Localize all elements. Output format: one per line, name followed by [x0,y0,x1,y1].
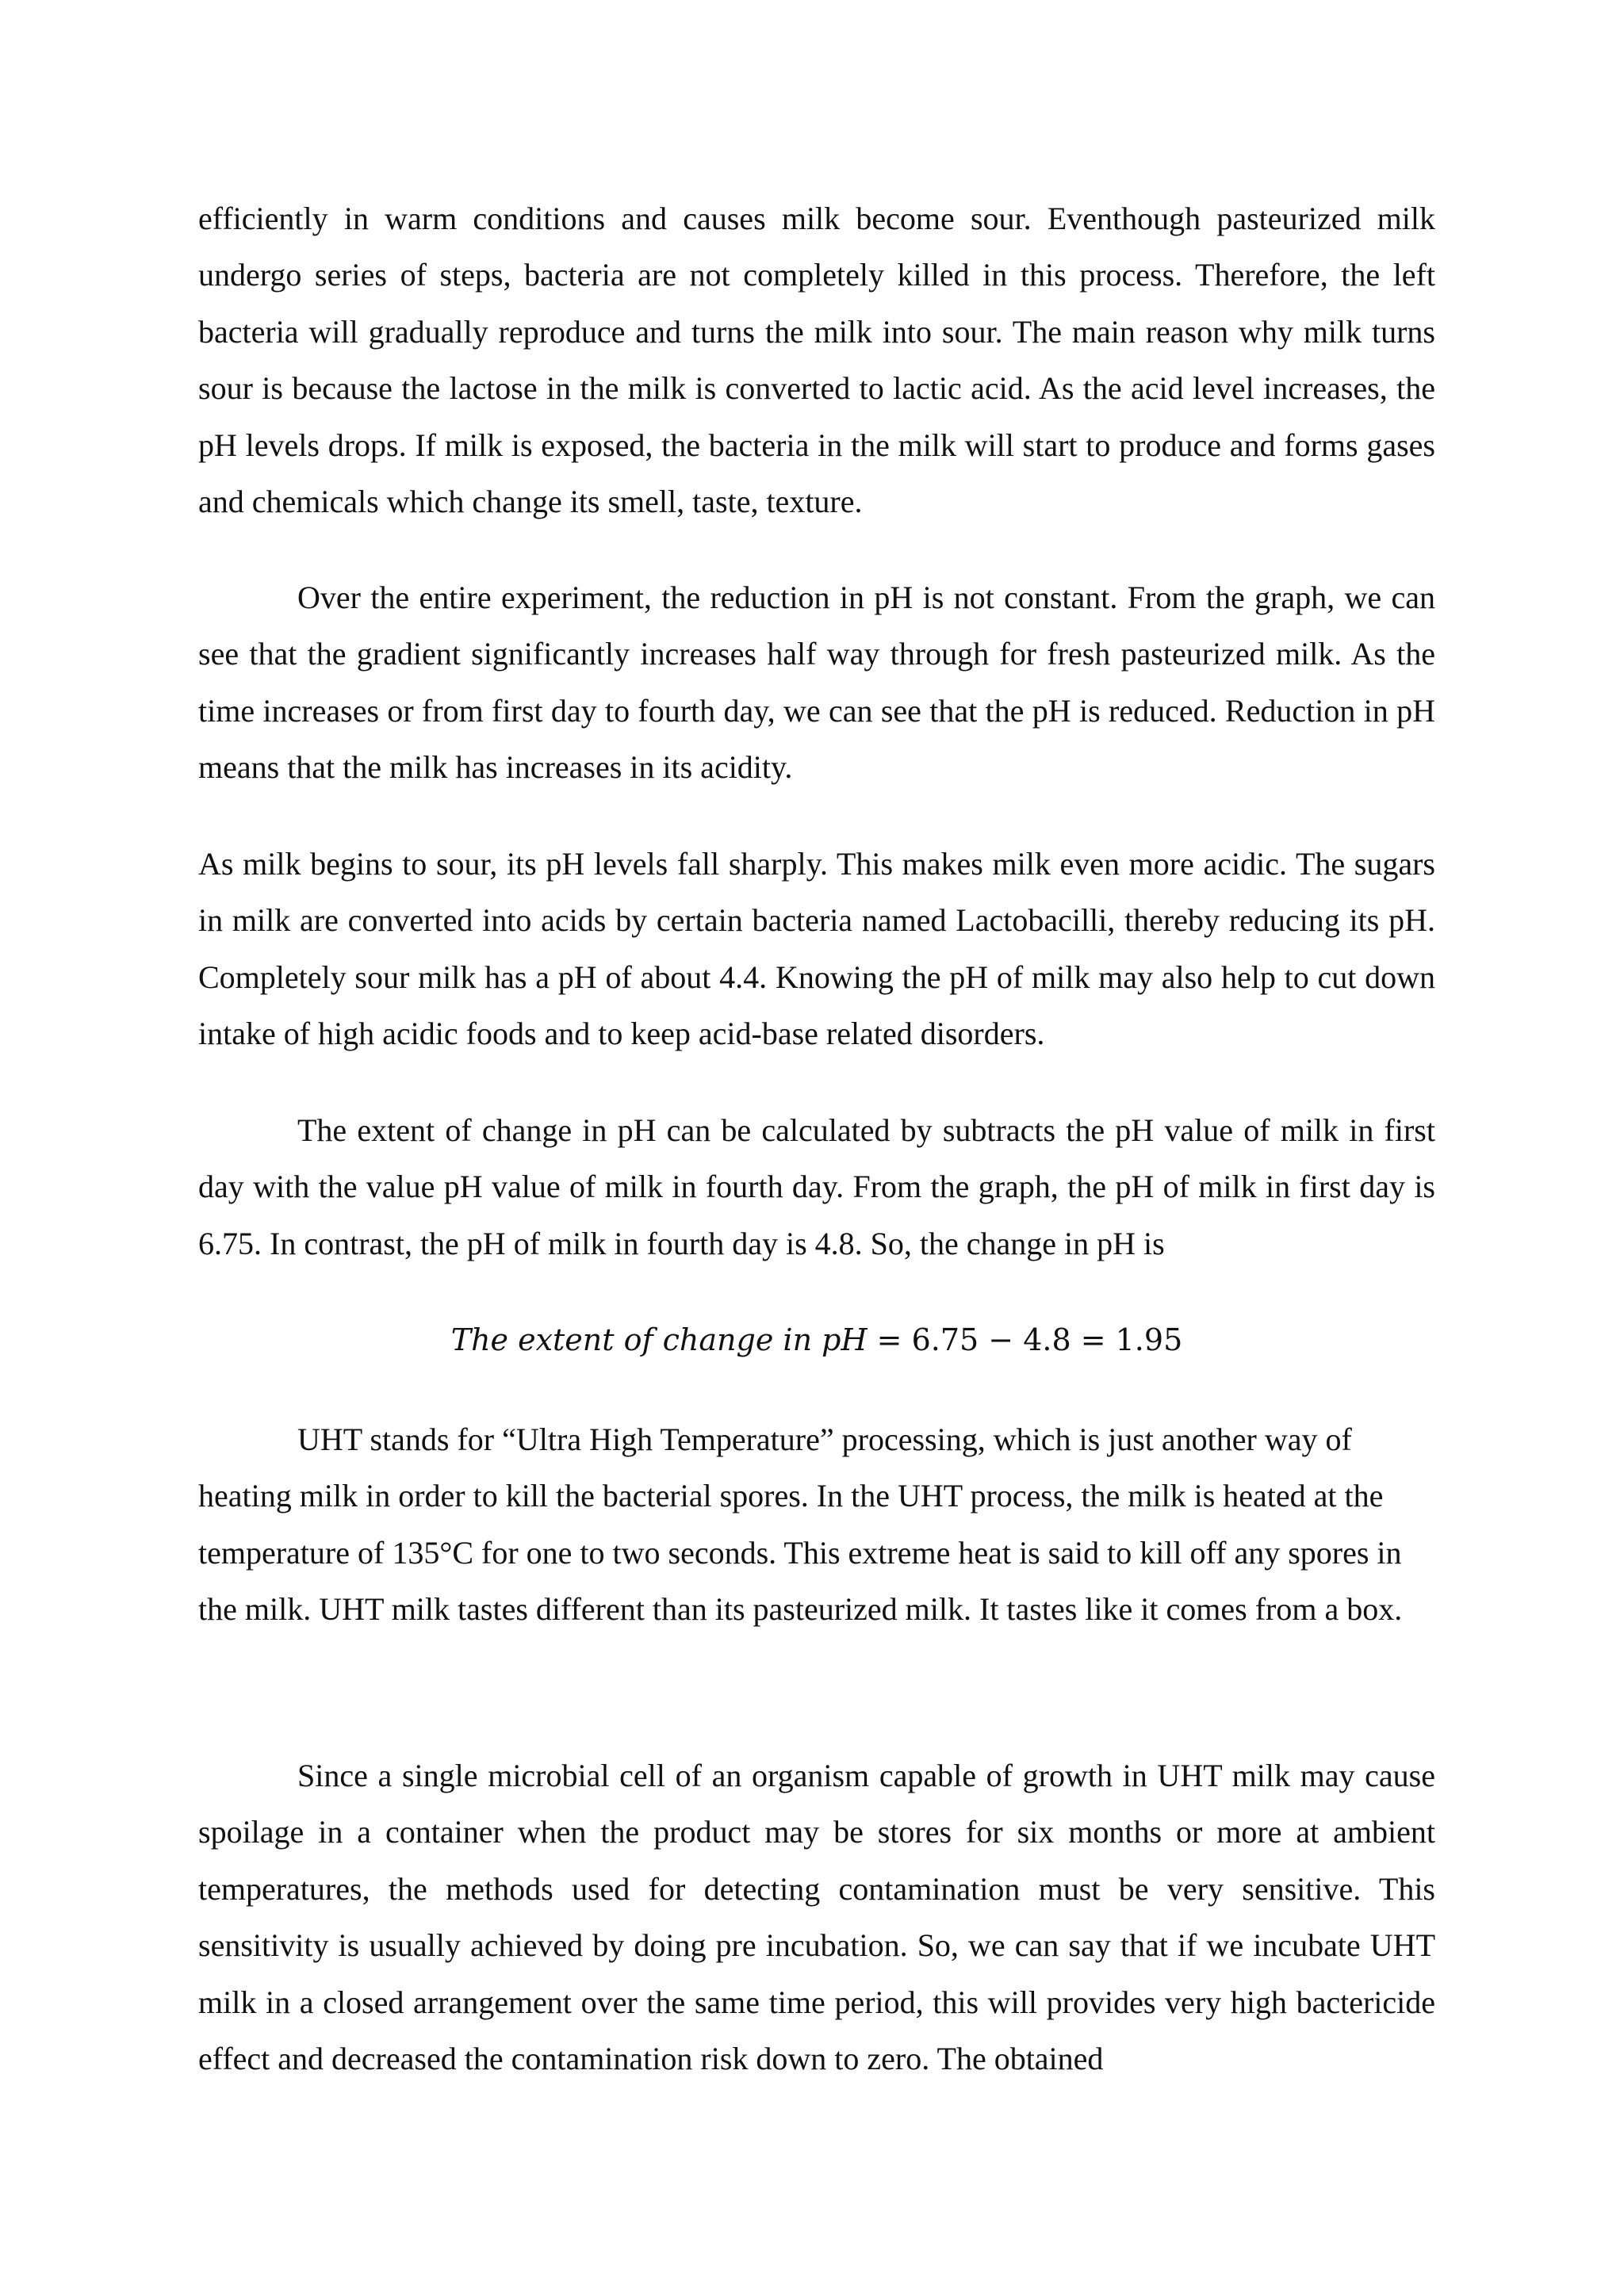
paragraph-ph-reduction [198,569,1435,796]
equation-lhs: The extent of change in pH [450,1322,868,1357]
paragraph-text: Since a single microbial cell of an organism capable of growth in UHT milk may cause spoilage in a container when the product may be stores for six months or more at ambient temperatures, the methods used for detecting contamination must be very sensitive. This sensitivity is usually achieved by doing pre incubation. So, we can say that if we incubate UHT milk in a closed arrangement over the same time period, this will provides very high bactericide effect and decreased the contamination risk down to zero. The obtained [198,1758,1435,2077]
paragraph-text: Over the entire experiment, the reduction in pH is not constant. From the graph, we can see that the gradient significantly increases half way through for fresh pasteurized milk. As the time increases or from first day to fourth day, we can see that the pH is reduced. Reduction in pH means that the milk has increases in its acidity. [198,580,1435,786]
paragraph-text: UHT stands for “Ultra High Temperature” processing, which is just another way of heating milk in order to kill the bacterial spores. In the UHT process, the milk is heated at the temperature of 135°C for one to two seconds. This extreme heat is said to kill off any spores in the milk. UHT milk tastes different than its pasteurized milk. It tastes like it comes from a box. [198,1422,1403,1628]
paragraph-text: efficiently in warm conditions and causes milk become sour. Eventhough pasteurized milk undergo series of steps, bacteria are not completely killed in this process. Therefore, the left bacteria will gradually reproduce and turns the milk into sour. The main reason why milk turns sour is because the lactose in the milk is converted to lactic acid. As the acid level increases, the pH levels drops. If milk is exposed, the bacteria in the milk will start to produce and forms gases and chemicals which change its smell, taste, texture. [198,201,1435,520]
paragraph-sour-milk-cause [198,190,1435,530]
paragraph-uht-contamination [198,1747,1435,2087]
paragraph-uht-definition [198,1411,1435,1638]
equation-extent-of-change [198,1316,1435,1364]
equation-rhs: = 6.75 − 4.8 = 1.95 [867,1322,1183,1357]
paragraph-extent-of-change [198,1102,1435,1272]
paragraph-text: The extent of change in pH can be calculated by subtracts the pH value of milk in first day with the value pH value of milk in fourth day. From the graph, the pH of milk in first day is 6.75. In contrast, the pH of milk in fourth day is 4.8. So, the change in pH is [198,1112,1435,1261]
paragraph-souring-acidity [198,836,1435,1062]
paragraph-text: As milk begins to sour, its pH levels fall sharply. This makes milk even more acidic. The sugars in milk are converted into acids by certain bacteria named Lactobacilli, thereby reducing its pH. Completely sour milk has a pH of about 4.4. Knowing the pH of milk may also help to cut down intake of high acidic foods and to keep acid-base related disorders. [198,846,1435,1052]
